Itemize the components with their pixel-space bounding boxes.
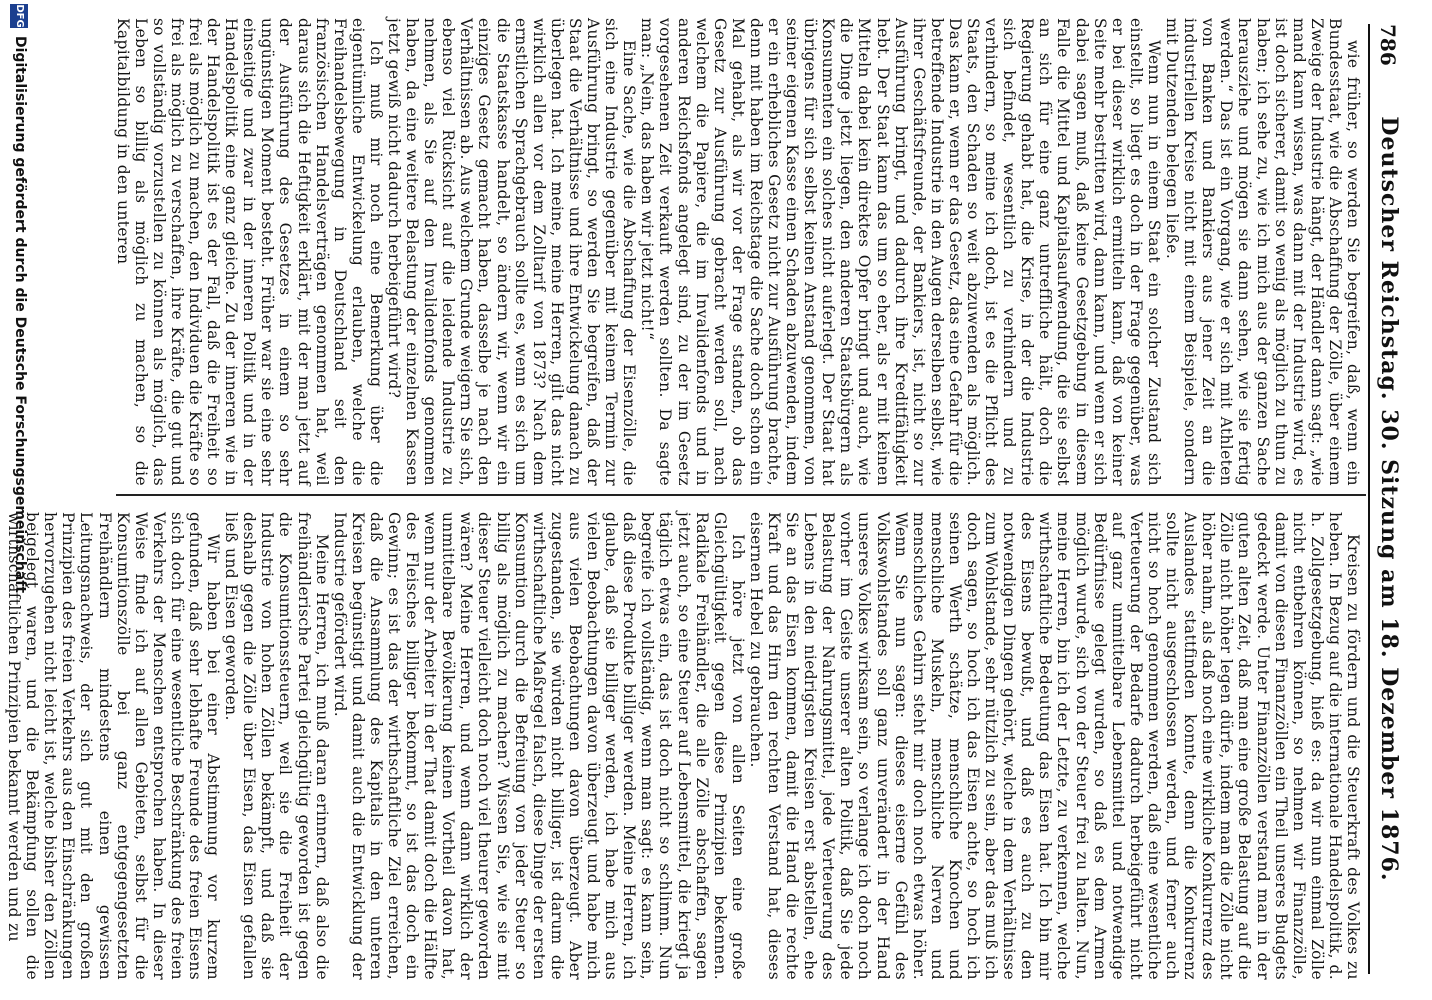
digitization-credit: Digitalisierung gefördert durch die Deutsche Forschungsgemeinschaft <box>12 36 28 594</box>
column-divider <box>116 494 1366 496</box>
page-title: Deutscher Reichstag. 30. Sitzung am 18. Dezember 1876. <box>1376 116 1402 882</box>
paragraph: Ich höre jetzt von allen Seiten eine große Gleichgültigkeit gegen diese Prinzipien bekennen. Radikale Freihändler, die alle Zölle abschaffen, sagen jetzt auch, so eine Steuer auf Lebensmittel, die kriegt ja täglich etwas ein, das ist doch nicht so schlimm. Nun begreife ich vollständig, wenn man sagt: es kann sein, daß diese Produkte billiger werden. Meine Herren, ich glaube, daß sie billiger werden, ich habe mich aus vielen Beobachtungen davon überzeugt und habe mich aus vielen Beobachtungen davon überzeugt. Aber zugestanden, sie würden nicht billiger, ist darum die wirthschaftliche Maßregel falsch, diese Dinge der ersten Konsumtion durch die Befreiung von jeder Steuer so billig als möglich zu machen? Wissen Sie, wie sie mit dieser Steuer vielleicht doch noch viel theurer geworden wären? Meine Herren, und wenn dann wirklich der unmittelbare Bevölkerung keinen Vortheil davon hat, wenn nur der Arbeiter in der That damit doch die Hälfte des Fleisches billiger bekommt, so ist das doch ein Gewinn; es ist das der wirthschaftliche Ziel erreichen, daß die Ansammlung des Kapitals in den unteren Kreisen begünstigt und damit auch die Entwicklung der Industrie gefördert wird. <box>330 512 747 980</box>
text-column-left <box>113 18 1362 486</box>
paragraph: wie früher, so werden Sie begreifen, daß, wenn ein Bundesstaat, wie die Abschaffung der Zölle, über einem Zweige der Industrie hängt, der Händler dann sagt: „wie mand kann wissen, was dann mit der Industrie wird, es ist doch sicherer, damit so wenig als möglich zu thun zu haben; ich sehe zu, wie ich mich aus der ganzen Sache herausziehe und mögen sie dann sehen, wie sie fertig werden.“ Das ist ein Vorgang, wie er sich mit Athleten von Banken und Bankiers aus jener Zeit an die industriellen Kreise nicht mit einem Beispiele, sondern mit Dutzenden belegen ließe. <box>1163 18 1362 486</box>
page-header <box>1368 24 1404 974</box>
paragraph: Ich muß mir noch eine Bemerkung über die eigentümliche Entwickelung erlauben, welche die Freihandelsbewegung in Deutschland seit den französischen Handelsverträgen genommen hat, weil daraus sich die Heftigkeit erklärt, mit der man jetzt auf der Ausführung des Gesetzes in einem so sehr ungünstigen Moment besteht. Früher war sie eine sehr einseitige und zwar in der inneren Politik und in der Handelspolitik eine ganz gleiche. Zu der inneren wie in der Handelspolitik ist es der Fall, daß die Freiheit so frei als möglich zu machen, den Individuen die Kräfte so frei als möglich zu verschaffen, ihre Kräfte, die gut und so vollständig vorzustellen zu können als möglich, das Leben so billig als möglich zu machen, so die Kapitalbildung in den unteren <box>113 18 385 486</box>
paragraph: Meine Herren, ich muß daran erinnern, daß also die freihändlerische Partei gleichgültig geworden ist gegen die Konsumtionssteuern, weil sie die Freiheit der Industrie von hohen Zöllen bekämpft, und daß sie deshalb gegen die Zölle über Eisen, das Eisen gefallen ließ und Eisen geworden. <box>222 512 331 980</box>
paragraph: Kreisen zu fördern und die Steuerkraft des Volkes zu heben. In Bezug auf die internationale Handelspolitik, d. h. Zollgesetzgebung, hieß es: da wir nun einmal Zölle nicht entbehren können, so nehmen wir Finanzzölle, damit von diesen Finanzzöllen ein Theil unseres Budgets gedeckt werde. Unter Finanzzöllen verstand man in der guten alten Zeit, daß man eine große Belastung auf die Zölle nicht höher legen dürfe, indem man die Zölle nicht höher nahm, als daß noch eine wirkliche Konkurrenz des Auslandes stattfinden konnte, denn die Konkurrenz sollte nicht ausgeschlossen werden, und ferner auch nicht so hoch genommen werden, daß eine wesentliche Verteuerung der Bedarfe dadurch herbeigeführt nicht auf ganz unmittelbare Lebensmittel und notwendige Bedürfnisse gelegt wurden, so daß es dem Armen möglich wurde, sich von der Steuer frei zu halten. Nun, meine Herren, bin ich der Letzte, zu verkennen, welche wirthschaftliche Bedeutung das Eisen hat. Ich bin mir des Eisens bewußt, und daß es auch zu den notwendigen Dingen gehört, welche in dem Verhältnisse zum Wohlstande, sehr nützlich zu sein, aber das muß ich doch sagen, so hoch ich das Eisen achte, so hoch ich seinen Werth schätze, menschliche Knochen und menschliche Muskeln, menschliche Nerven und menschliches Gehirn steht mir doch noch etwas höher. Wenn Sie nun sagen: dieses eiserne Gefühl des Volkswohlstandes soll ganz unverändert in der Hand unseres Volkes wirksam sein, so verlange ich doch noch vorher im Geiste unserer alten Politik, daß Sie jede Belastung der Nahrungsmittel, jede Verteuerung des Lebens in den niedrigsten Kreisen erst abstellen, ehe Sie an das Eisen kommen, damit die Hand die rechte Kraft und das Hirn den rechten Verstand hat, dieses eisernen Hebel zu gebrauchen. <box>746 512 1362 980</box>
paragraph: Wenn nun in einem Staat ein solcher Zustand sich einstellt, so liegt es doch in der Frage gegenüber, was er bei dieser wirklich ermitteln kann, daß von keiner Seite mehr bestritten wird, dann kann, und wenn er sich dabei sagen muß, daß keine Gesetzgebung in diesem Falle die Mittel und Kapitalsaufwendung, die sie selbst an sich für eine ganz untreffliche hält, doch die Regierung gehabt hat, die Krise, in der die Industrie sich befindet, wesentlich zu verhindern und zu verhindern, so meine ich doch, ist es die Pflicht des Staats, den Schaden so weit abzuwenden als möglich. Das kann er, wenn er das Gesetz, das eine Gefahr für die betreffende Industrie in den Augen derselben selbst, wie ihrer Geschäftsfreunde, der Bankiers, ist, nicht so zur Ausführung bringt, und dadurch ihre Kreditfähigkeit hebt. Der Staat kann das um so eher, als er mit keinen Mitteln dabei kein direktes Opfer bringt und auch, wie die Dinge jetzt liegen, den anderen Staatsbürgern als Konsumenten ein solches nicht auferlegt. Der Staat hat übrigens für sich selbst keinen Anstand genommen, von seiner eigenen Kasse einen Schaden abzuwenden, indem er ein erhebliches Gesetz nicht zur Ausführung brachte, denn mit haben im Reichstage die Sache doch schon ein Mal gehabt, als wir vor der Frage standen, ob das Gesetz zur Ausführung gebracht werden soll, nach welchem die Papiere, die im Invalidenfonds und in anderen Reichsfonds angelegt sind, zu der im Gesetz vorgesehenen Zeit verkauft werden sollten. Da sagte man: „Nein, das haben wir jetzt nicht!“ <box>638 18 1163 486</box>
paragraph: Wir haben bei einer Abstimmung vor kurzem gefunden, daß sehr lebhafte Freunde des freien Eisens sich doch für eine wesentliche Beschränkung des freien Verkehrs der Menschen entsprochen haben. In dieser Weise finde ich auf allen Gebieten, selbst für die Konsumtionszölle bei ganz entgegengesetzten Freihändlern mindestens einen gewissen Leitungsnachweis, der sich gut mit den großen Prinzipien des freien Verkehrs aus den Einschränkungen hervorzugehen nicht leicht ist, welche bisher den Zöllen beigelegt waren, und die Bekämpfung sollen die wirthschaftlichen Prinzipien bekannt werden und zu <box>5 512 223 980</box>
page-number: 786 <box>1376 24 1400 66</box>
digitization-footer <box>4 0 30 1000</box>
paragraph: Eine Sache, wie die Abschaffung der Eisenzölle, die sich eine Industrie gegenüber mit keinem Termin zur Ausführung bringt, so werden Sie begreifen, daß der Staat die Verhältnisse und ihre Entwickelung danach zu überlegen hat. Ich meine, meine Herren, gilt das nicht wirklich allen vor dem Zolltarif von 1873? Nach dem ernstlichen Sprachgebrauch sollte es, wenn es sich um die Staatskasse handelt, so ändern wir, wenn wir ein einziges Gesetz gemacht haben, dasselbe je nach den Verhältnissen ab. Aus welchem Grunde weigern Sie sich, ebenso viel Rücksicht auf die leidende Industrie zu nehmen, als Sie auf den Invalidenfonds genommen haben, da eine weitere Belastung der einzelnen Kassen jetzt gewiß nicht dadurch herbeigeführt wird? <box>385 18 639 486</box>
text-column-right <box>5 512 1362 980</box>
dfg-logo: DFG <box>10 4 28 28</box>
